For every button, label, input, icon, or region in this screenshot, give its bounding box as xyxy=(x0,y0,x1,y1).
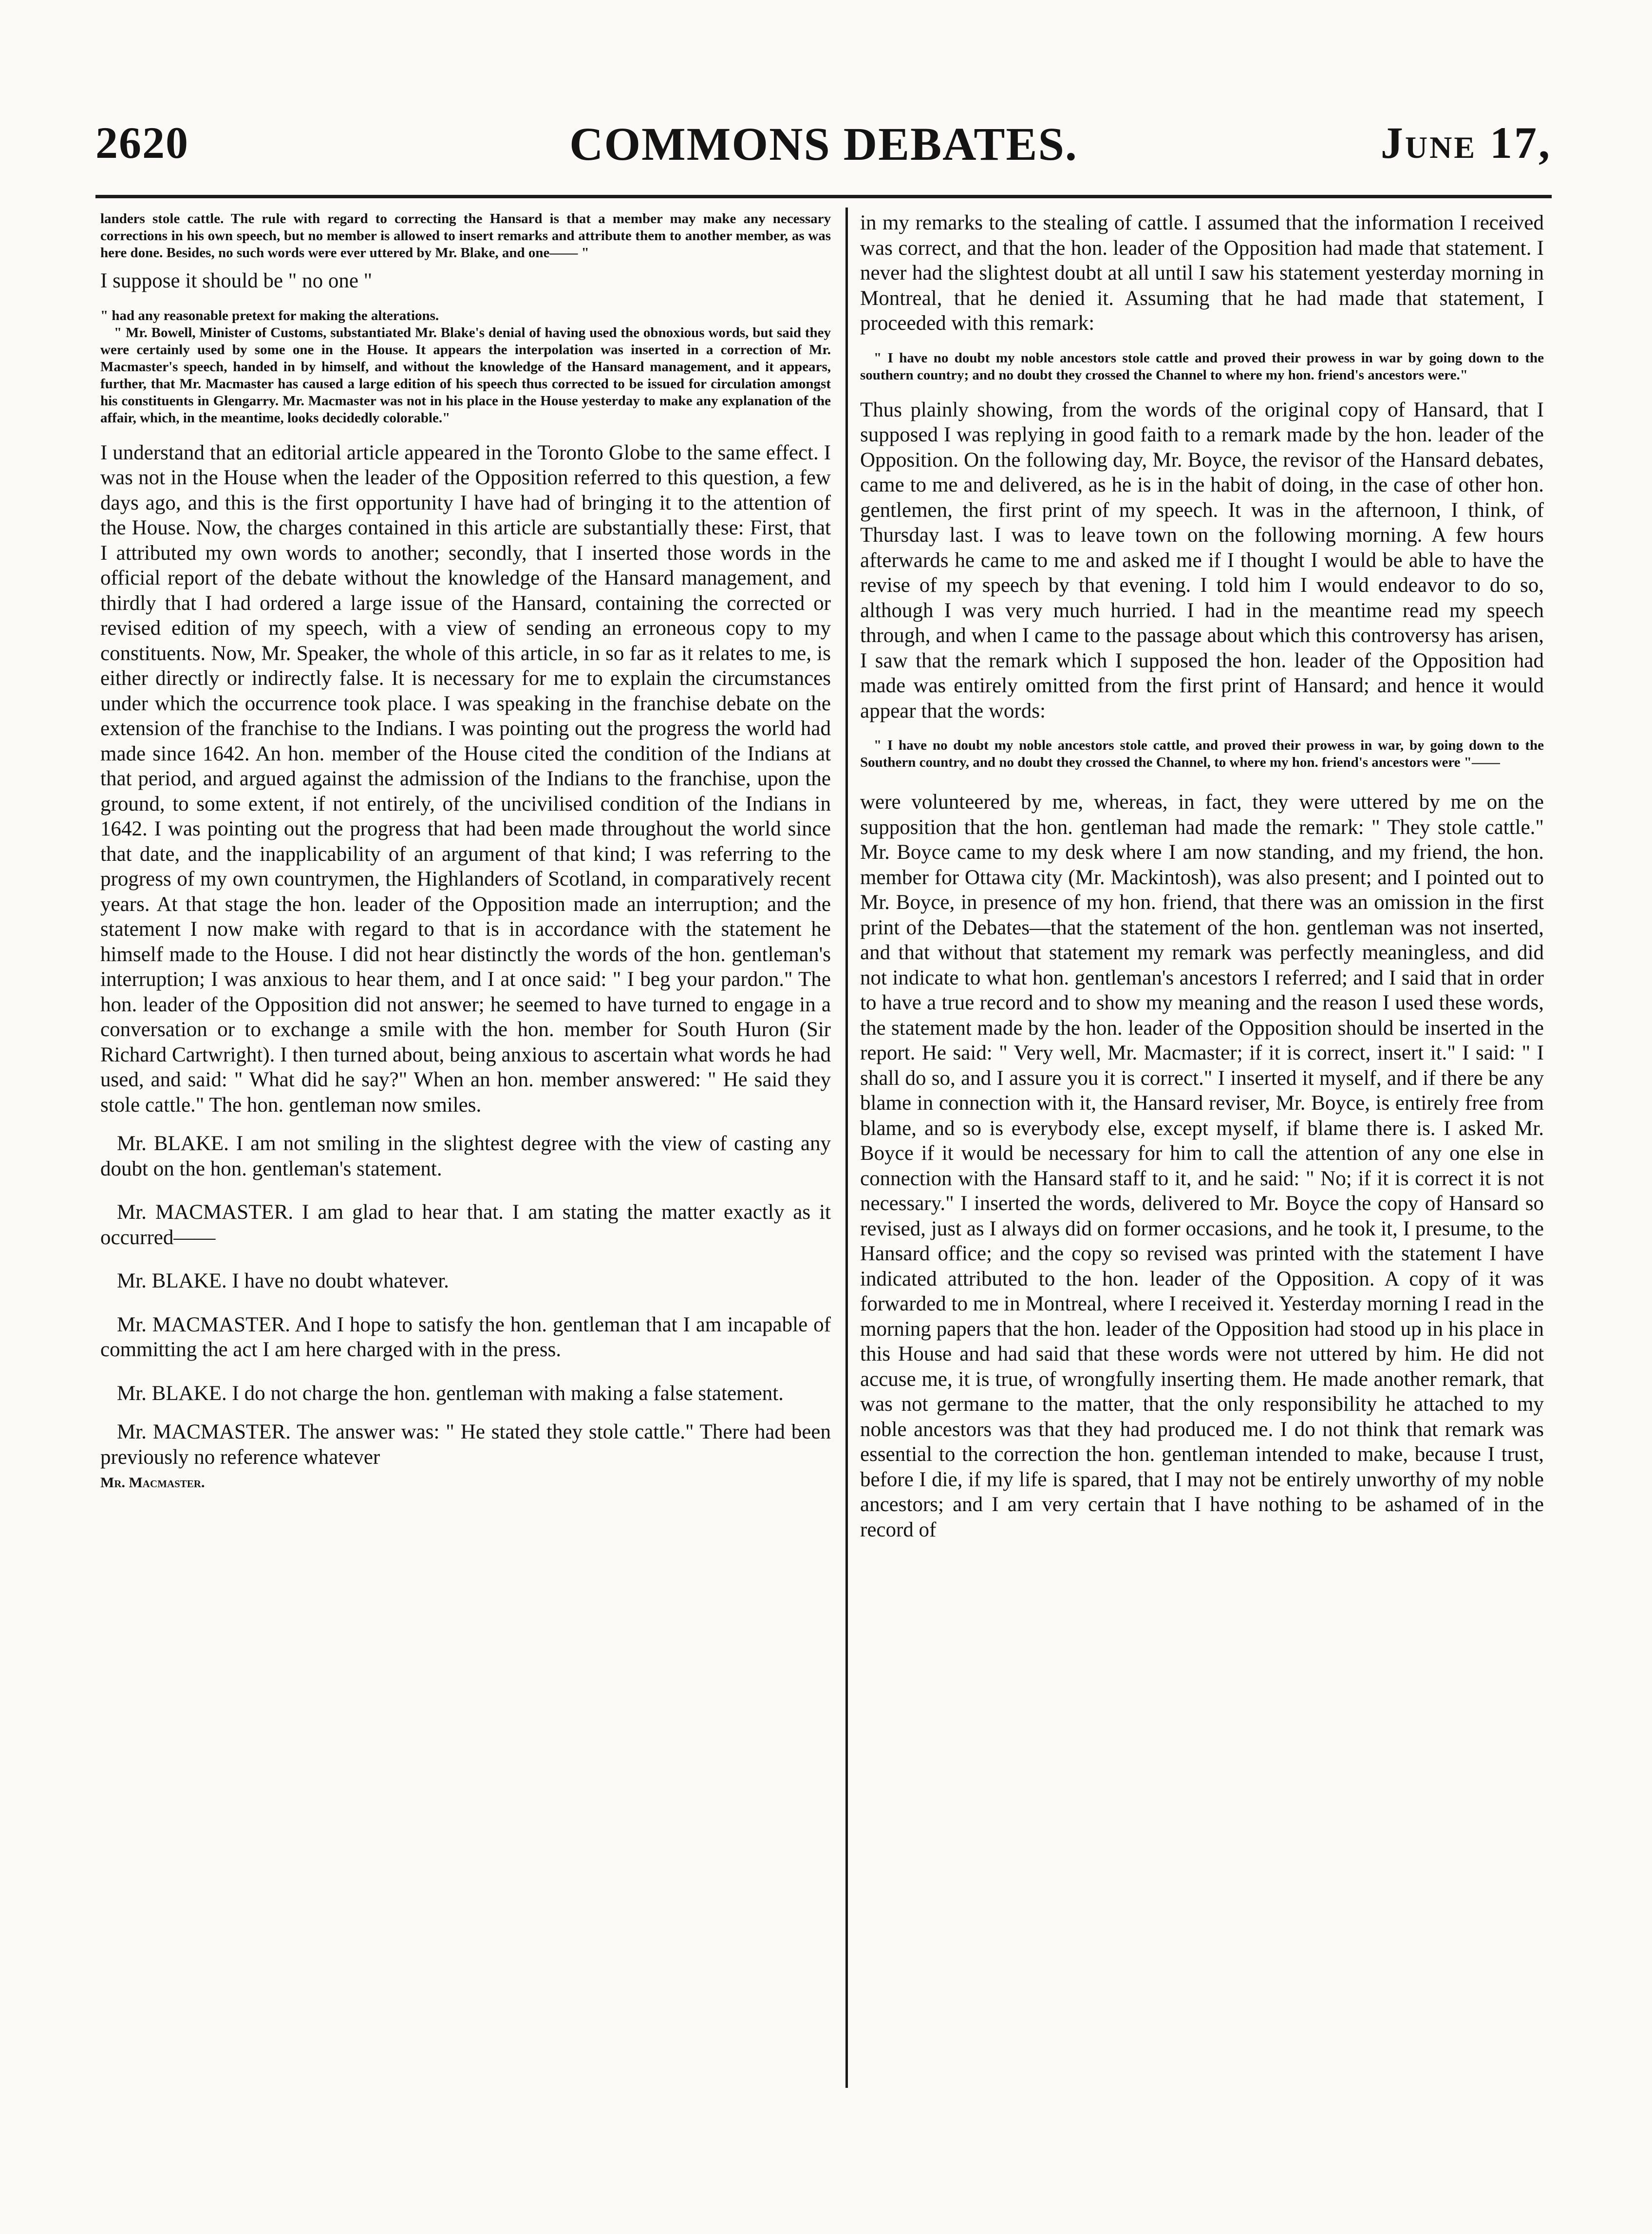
speech-paragraph: were volunteered by me, whereas, in fact, they were uttered by me on the supposition that the hon. gentleman had made the remark: " They stole cattle." Mr. Boyce came to my desk where I am now standing, and my friend, the hon. member for Ottawa city (Mr. Mackintosh), was also present; and I pointed out to Mr. Boyce, in presence of my hon. friend, that there was an omission in the first print of the Debates—that the statement of the hon. gentleman was not inserted, and that without that statement my remark was perfectly meaningless, and did not indicate to what hon. gentleman's ancestors I referred; and I said that in order to have a true record and to show my meaning and the reason I used these words, the statement made by the hon. leader of the Opposition should be inserted in the report. He said: " Very well, Mr. Macmaster; if it is correct, insert it." I said: " I shall do so, and I assure you it is correct." I inserted it myself, and if there be any blame in connection with it, the Hansard reviser, Mr. Boyce, is entirely free from blame, and so is everybody else, except myself, if blame there is. I asked Mr. Boyce if it would be necessary for him to call the attention of any one else in connection with the Hansard staff to it, and he said: " No; if it is correct it is not necessary." I inserted the words, delivered to Mr. Boyce the copy of Hansard so revised, just as I always did on former occasions, and he took it, I presume, to the Hansard office; and the copy so revised was printed with the statement I have indicated attributed to the hon. leader of the Opposition. A copy of it was forwarded to me in Montreal, where I received it. Yesterday morning I read in the morning papers that the hon. leader of the Opposition had stood up in his place in this House and had said that these words were not uttered by him. He did not accuse me, it is true, of wrongfully inserting them. He made another remark, that was not germane to the matter, that the only responsibility he attached to my noble ancestors was that they had produced me. I do not think that remark was essential to the correction the hon. gentleman intended to make, because I trust, before I die, if my life is spared, that I may not be entirely unworthy of my noble ancestors; and I am very certain that I have nothing to be ashamed of in the record of xyxy=(860,791,1544,1541)
quoted-article-paragraph: " Mr. Bowell, Minister of Customs, substantiated Mr. Blake's denial of having used the obnoxious words, but said they were certainly used by some one in the House. It appears the interpolation was inserted in a correction of Mr. Macmaster's speech, handed in by himself, and without the knowledge of the Hansard management, and it appears, further, that Mr. Macmaster has caused a large edition of his speech thus corrected to be issued for circulation amongst his constituents in Glengarry. Mr. Macmaster was not in his place in the House yesterday to make any explanation of the affair, which, in the meantime, looks decidedly colorable." xyxy=(100,324,831,426)
quoted-article-line: " had any reasonable pretext for making the alterations. xyxy=(100,307,439,323)
page-number: 2620 xyxy=(95,118,189,168)
aside-remark: I suppose it should be " no one " xyxy=(100,269,373,292)
speech-macmaster-1: Mr. MACMASTER. I am glad to hear that. I am stating the matter exactly as it occurred—— xyxy=(100,1201,831,1249)
speech-blake-3: Mr. BLAKE. I do not charge the hon. gentleman with making a false statement. xyxy=(117,1382,784,1405)
page-title: COMMONS DEBATES. xyxy=(569,118,1078,170)
speech-blake-2: Mr. BLAKE. I have no doubt whatever. xyxy=(117,1269,449,1292)
block-quote: " I have no doubt my noble ancestors stole cattle, and proved their prowess in war, by going down to the Southern country, and no doubt they crossed the Channel, to where my hon. friend's ancestors were "—— xyxy=(860,738,1544,770)
right-column xyxy=(860,210,1544,1542)
page-header xyxy=(95,117,1552,175)
speech-continuation: in my remarks to the stealing of cattle. I assumed that the information I received was correct, and that the hon. leader of the Opposition had made that statement. I never had the slightest doubt at all until I saw his statement yesterday morning in Montreal, that he denied it. Assuming that he had made that statement, I proceeded with this remark: xyxy=(860,211,1544,335)
header-date: June 17, xyxy=(1380,118,1552,168)
running-footer: Mr. Macmaster. xyxy=(100,1475,205,1491)
speech-paragraph: I understand that an editorial article appeared in the Toronto Globe to the same effect. I was not in the House when the leader of the Opposition referred to this question, a few days ago, and this is the first opportunity I have had of bringing it to the attention of the House. Now, the charges contained in this article are substantially these: First, that I attributed my own words to another; secondly, that I inserted those words in the official report of the debate without the knowledge of the Hansard management, and thirdly that I had ordered a large issue of the Hansard, containing the corrected or revised edition of my speech, with a view of sending an erroneous copy to my constituents. Now, Mr. Speaker, the whole of this article, in so far as it relates to me, is either directly or indirectly false. It is necessary for me to explain the circumstances under which the occurrence took place. I was speaking in the franchise debate on the extension of the franchise to the Indians. I was pointing out the progress the world had made since 1642. An hon. member of the House cited the condition of the Indians at that period, and argued against the admission of the Indians to the franchise, upon the ground, to some extent, if not entirely, of the uncivilised condition of the Indians in 1642. I was pointing out the progress that had been made throughout the world since that date, and the inapplicability of an argument of that kind; I was referring to the progress of my own countrymen, the Highlanders of Scotland, in comparatively recent years. At that stage the hon. leader of the Opposition made an interruption; and the statement I now make with regard to that is in accordance with the statement he himself made to the House. I did not hear distinctly the words of the hon. gentleman's interruption; I was anxious to hear them, and I at once said: " I beg your pardon." The hon. leader of the Opposition did not answer; he seemed to have turned to engage in a conversation or to exchange a smile with the hon. member for South Huron (Sir Richard Cartwright). I then turned about, being anxious to ascertain what words he had used, and said: " What did he say?" When an hon. member answered: " He said they stole cattle." The hon. gentleman now smiles. xyxy=(100,441,831,1117)
speech-macmaster-3: Mr. MACMASTER. The answer was: " He stated they stole cattle." There had been previously no reference whatever xyxy=(100,1420,831,1469)
speech-macmaster-2: Mr. MACMASTER. And I hope to satisfy the hon. gentleman that I am incapable of committing the act I am here charged with in the press. xyxy=(100,1313,831,1361)
header-rule xyxy=(95,195,1552,198)
block-quote: " I have no doubt my noble ancestors stole cattle and proved their prowess in war by going down to the southern country; and no doubt they crossed the Channel to where my hon. friend's ancestors were." xyxy=(860,350,1544,383)
quoted-article-continuation: landers stole cattle. The rule with regard to correcting the Hansard is that a member may make any necessary corrections in his own speech, but no member is allowed to insert remarks and attribute them to another member, as was here done. Besides, no such words were ever uttered by Mr. Blake, and one—— " xyxy=(100,211,831,261)
column-divider xyxy=(845,208,848,2088)
left-column xyxy=(100,210,831,1491)
speech-paragraph: Thus plainly showing, from the words of the original copy of Hansard, that I supposed I was replying in good faith to a remark made by the hon. leader of the Opposition. On the following day, Mr. Boyce, the revisor of the Hansard debates, came to me and delivered, as he is in the habit of doing, in the case of other hon. gentlemen, the first print of my speech. It was in the afternoon, I think, of Thursday last. I was to leave town on the following morning. A few hours afterwards he came to me and asked me if I thought I would be able to have the revise of my speech by that evening. I told him I would endeavor to do so, although I was very much hurried. I had in the meantime read my speech through, and when I came to the passage about which this controversy has arisen, I saw that the remark which I supposed the hon. leader of the Opposition had made was entirely omitted from the first print of Hansard; and hence it would appear that the words: xyxy=(860,398,1544,722)
speech-blake-1: Mr. BLAKE. I am not smiling in the slightest degree with the view of casting any doubt on the hon. gentleman's statement. xyxy=(100,1132,831,1180)
